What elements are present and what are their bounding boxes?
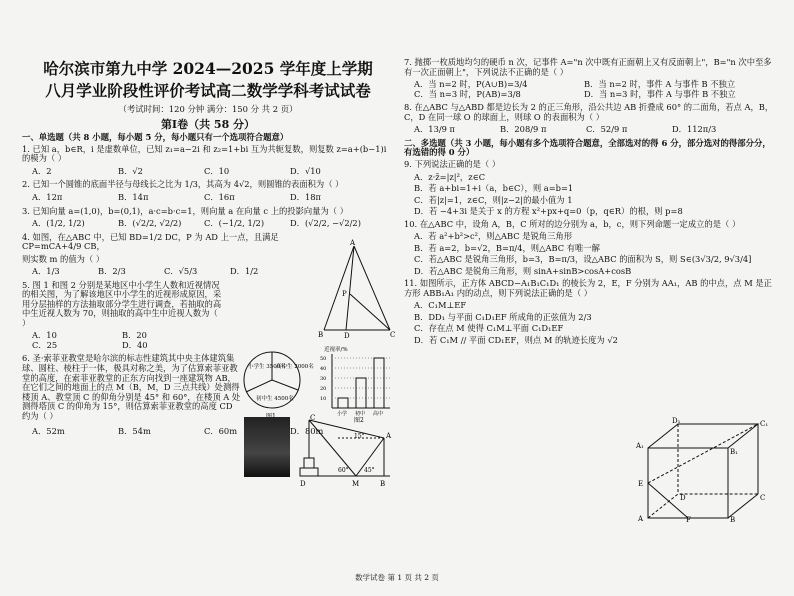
option: D．√10 bbox=[290, 165, 321, 176]
myopia-bar-figure bbox=[318, 344, 394, 424]
svg-text:C: C bbox=[760, 494, 766, 502]
option: B．若 a=2，b=√2，B=π/4，则△ABC 有唯一解 bbox=[414, 242, 600, 253]
question-9: 9. 下列说法正确的是（ ） bbox=[404, 159, 501, 170]
figure-caption: 图2 bbox=[354, 417, 364, 424]
option: D．40 bbox=[122, 339, 148, 350]
page-footer: 数学试卷 第 1 页 共 2 页 bbox=[355, 573, 439, 582]
cube-figure bbox=[634, 418, 774, 522]
option: D．80m bbox=[290, 426, 324, 437]
question-6: 6. 圣·索菲亚教堂是哈尔滨的标志性建筑其中央主体建筑集球、圆柱、棱柱于一体，极具对称之美，为了估算索菲亚教堂的高度，在索菲亚教堂的正东方向找到一座建筑物 AB，在它们之间的地面上的点 M（B，M，D 三点共线）处测得楼顶 A、教堂顶 C 的仰角分别是 45° 和 60°，在楼顶 A 处测得塔顶 C 的仰角为 15°，则估算索菲亚教堂的高度 CD 约为（ ） bbox=[22, 353, 241, 421]
bar bbox=[374, 358, 384, 408]
option: C．(−1/2, 1/2) bbox=[204, 218, 265, 229]
option: B．若 a+bi=1+i（a，b∈C），则 a=b=1 bbox=[414, 183, 574, 194]
svg-text:A: A bbox=[638, 515, 644, 523]
svg-text:E: E bbox=[638, 480, 644, 488]
exam-title-line2: 八月学业阶段性评价考试高二数学学科考试试卷 bbox=[45, 81, 371, 101]
option: C．60m bbox=[204, 426, 238, 437]
svg-text:B: B bbox=[730, 516, 736, 524]
svg-text:F: F bbox=[686, 516, 691, 524]
question-3: 3. 已知向量 a=(1,0)，b=(0,1)，a·c=b·c=1，则向量 a 在向量 c 上的投影向量为（ ） bbox=[22, 205, 349, 216]
pie-label: 初中生 4500名 bbox=[256, 396, 294, 402]
svg-text:M: M bbox=[352, 480, 360, 488]
option: D．112π/3 bbox=[672, 124, 717, 135]
svg-text:A: A bbox=[350, 239, 356, 247]
option: C．16π bbox=[204, 192, 235, 203]
option: B．208/9 π bbox=[500, 124, 547, 135]
question-1-options bbox=[32, 167, 394, 177]
svg-text:60°: 60° bbox=[338, 467, 349, 474]
question-7-options bbox=[414, 80, 774, 99]
option: A．2 bbox=[32, 165, 52, 176]
svg-text:A: A bbox=[386, 432, 392, 440]
x-category-label: 初中 bbox=[355, 411, 366, 417]
section2-heading: 二、多选题（共 3 小题，每小题有多个选项符合题意，全部选对的得 6 分，部分选对的得部分分，有选错的得 0 分） bbox=[404, 137, 771, 158]
option: A．1/3 bbox=[32, 266, 60, 277]
option: B．20 bbox=[122, 330, 147, 341]
option: D．若△ABC 是锐角三角形，则 sinA+sinB>cosA+cosB bbox=[414, 265, 632, 276]
svg-text:B₁: B₁ bbox=[730, 448, 738, 456]
option: D．(√2/2, −√2/2) bbox=[290, 218, 361, 229]
svg-text:C: C bbox=[310, 414, 316, 422]
y-tick-label: 40 bbox=[320, 366, 327, 372]
option: B．54m bbox=[118, 426, 151, 437]
bar bbox=[356, 378, 366, 408]
svg-text:D: D bbox=[344, 332, 350, 340]
y-tick-label: 50 bbox=[320, 356, 327, 362]
question-1: 1. 已知 a，b∈R，i 是虚数单位，已知 z₁=a−2i 和 z₂=1+bi 互为共轭复数，则复数 z=a+(b−1)i 的模为（ ） bbox=[22, 143, 387, 164]
pie-label: 小学生 3500名 bbox=[248, 364, 286, 370]
question-7: 7. 抛掷一枚质地均匀的硬币 n 次，记事件 A="n 次中既有正面朝上又有反面朝上"，B="n 次中至多有一次正面朝上"，下列说法不正确的是（ ） bbox=[404, 57, 772, 77]
question-4-options bbox=[32, 267, 302, 277]
right-column bbox=[404, 58, 774, 348]
x-category-label: 高中 bbox=[373, 411, 384, 417]
exam-info: （考试时间：120 分钟 满分：150 分 共 2 页） bbox=[118, 103, 298, 114]
church-photo bbox=[244, 417, 290, 477]
option: A．当 n=2 时，P(A∪B)=3/4 bbox=[414, 79, 528, 90]
question-11: 11. 如图所示，正方体 ABCD−A₁B₁C₁D₁ 的棱长为 2，E，F 分别为 AA₁，AB 的中点，点 M 是正方形 ABB₁A₁ 内的动点，则下列说法正确的是（ ） bbox=[404, 278, 772, 298]
volume-heading: 第Ⅰ卷（共 58 分） bbox=[160, 117, 256, 131]
option: A．z·z̄=|z|²，z∈C bbox=[414, 171, 486, 182]
bar bbox=[338, 398, 348, 408]
option: A．若 a²+b²>c²，则△ABC 是锐角三角形 bbox=[414, 231, 572, 242]
option: C．10 bbox=[204, 165, 230, 176]
svg-text:P: P bbox=[342, 290, 347, 298]
option: B．当 n=2 时，事件 A 与事件 B 不独立 bbox=[584, 79, 736, 90]
option: B．(√2/2, √2/2) bbox=[118, 218, 182, 229]
x-category-label: 小学 bbox=[337, 411, 348, 417]
question-5-options bbox=[32, 331, 222, 350]
section1-heading: 一、单选题（共 8 小题，每小题 5 分，每小题只有一个选项符合题意） bbox=[22, 132, 289, 143]
question-2-options bbox=[32, 193, 394, 203]
question-2: 2. 已知一个圆锥的底面半径与母线长之比为 1/3，其高为 4√2，则圆锥的表面积为（ ） bbox=[22, 179, 344, 190]
svg-text:C₁: C₁ bbox=[760, 420, 769, 428]
option: A．12π bbox=[32, 192, 63, 203]
question-3-options bbox=[32, 219, 394, 229]
option: A．10 bbox=[32, 330, 57, 341]
svg-text:B: B bbox=[318, 331, 324, 339]
option: D．若 C₁M // 平面 CD₁EF，则点 M 的轨迹长度为 √2 bbox=[414, 335, 618, 345]
question-10: 10. 在△ABC 中，设角 A，B，C 所对的边分别为 a，b，c，则下列命题一定成立的是（ ） bbox=[404, 218, 741, 229]
question-8: 8. 在△ABC 与△ABD 都是边长为 2 的正三角形，沿公共边 AB 折叠成 60° 的二面角，若点 A，B，C，D 在同一球 O 的球面上，则球 O 的表面积为（ ） bbox=[404, 102, 774, 122]
option: B．2/3 bbox=[98, 266, 126, 277]
option: D．1/2 bbox=[230, 266, 259, 277]
option: C．25 bbox=[32, 339, 58, 350]
option: D．18π bbox=[290, 192, 321, 203]
pie-label: 高中生 2000名 bbox=[276, 364, 314, 370]
option: B．DD₁ 与平面 C₁D₁EF 所成角的正弦值为 2/3 bbox=[414, 311, 592, 322]
option: C．当 n=3 时，P(AB)=3/8 bbox=[414, 88, 521, 99]
elevation-figure bbox=[298, 414, 394, 490]
bar-chart-title: 近视率/% bbox=[324, 347, 348, 353]
question-8-options bbox=[414, 125, 774, 135]
svg-text:B: B bbox=[380, 480, 386, 488]
svg-text:D: D bbox=[300, 480, 306, 488]
y-tick-label: 20 bbox=[320, 386, 327, 392]
svg-text:D₁: D₁ bbox=[672, 417, 681, 425]
option: A．52m bbox=[32, 426, 65, 437]
option: B．14π bbox=[118, 192, 149, 203]
option: C．若△ABC 是锐角三角形，b=3，B=π/3，设△ABC 的面积为 S，则 S∈(3√3/2, 9√3/4] bbox=[414, 254, 752, 265]
exam-title-line1: 哈尔滨市第九中学 2024—2025 学年度上学期 bbox=[43, 59, 373, 78]
option: A．13/9 π bbox=[414, 124, 456, 135]
option: C．52/9 π bbox=[586, 124, 628, 135]
option: B．√2 bbox=[118, 165, 143, 176]
question-4: 4. 如图，在△ABC 中，已知 BD=1/2 DC，P 为 AD 上一点，且满足 CP=mCA+4/9 CB， bbox=[22, 231, 279, 252]
y-tick-label: 30 bbox=[320, 376, 327, 382]
triangle-figure bbox=[318, 240, 394, 340]
option: C．存在点 M 使得 C₁M⊥平面 C₁D₁EF bbox=[414, 323, 564, 334]
svg-text:15°: 15° bbox=[354, 433, 365, 440]
question-5: 5. 图 1 和图 2 分别是某地区中小学生人数和近视情况的相关图，为了解该地区中小学生的近视形成原因，采用分层抽样的方法抽取部分学生进行调查，若抽取的高中生近视人数为 70，则抽取的高中生中近视人数为（ ） bbox=[22, 279, 222, 328]
option: D．若 −4+3i 是关于 x 的方程 x²+px+q=0（p，q∈R）的根，则 p=8 bbox=[414, 206, 683, 217]
svg-text:D: D bbox=[680, 494, 686, 502]
y-tick-label: 10 bbox=[320, 396, 327, 402]
population-pie-figure bbox=[232, 346, 312, 422]
option: D．当 n=3 时，事件 A 与事件 B 不独立 bbox=[584, 88, 736, 99]
option: C．若|z|=1，z∈C，则|z−2|的最小值为 1 bbox=[414, 194, 573, 205]
svg-text:A₁: A₁ bbox=[636, 442, 644, 450]
svg-text:C: C bbox=[390, 331, 396, 339]
option: C．√5/3 bbox=[164, 266, 198, 277]
option: A．C₁M⊥EF bbox=[414, 300, 467, 311]
question-4-continued: 则实数 m 的值为（ ） bbox=[22, 253, 105, 264]
option: A．(1/2, 1/2) bbox=[32, 218, 85, 229]
svg-text:45°: 45° bbox=[364, 467, 375, 474]
